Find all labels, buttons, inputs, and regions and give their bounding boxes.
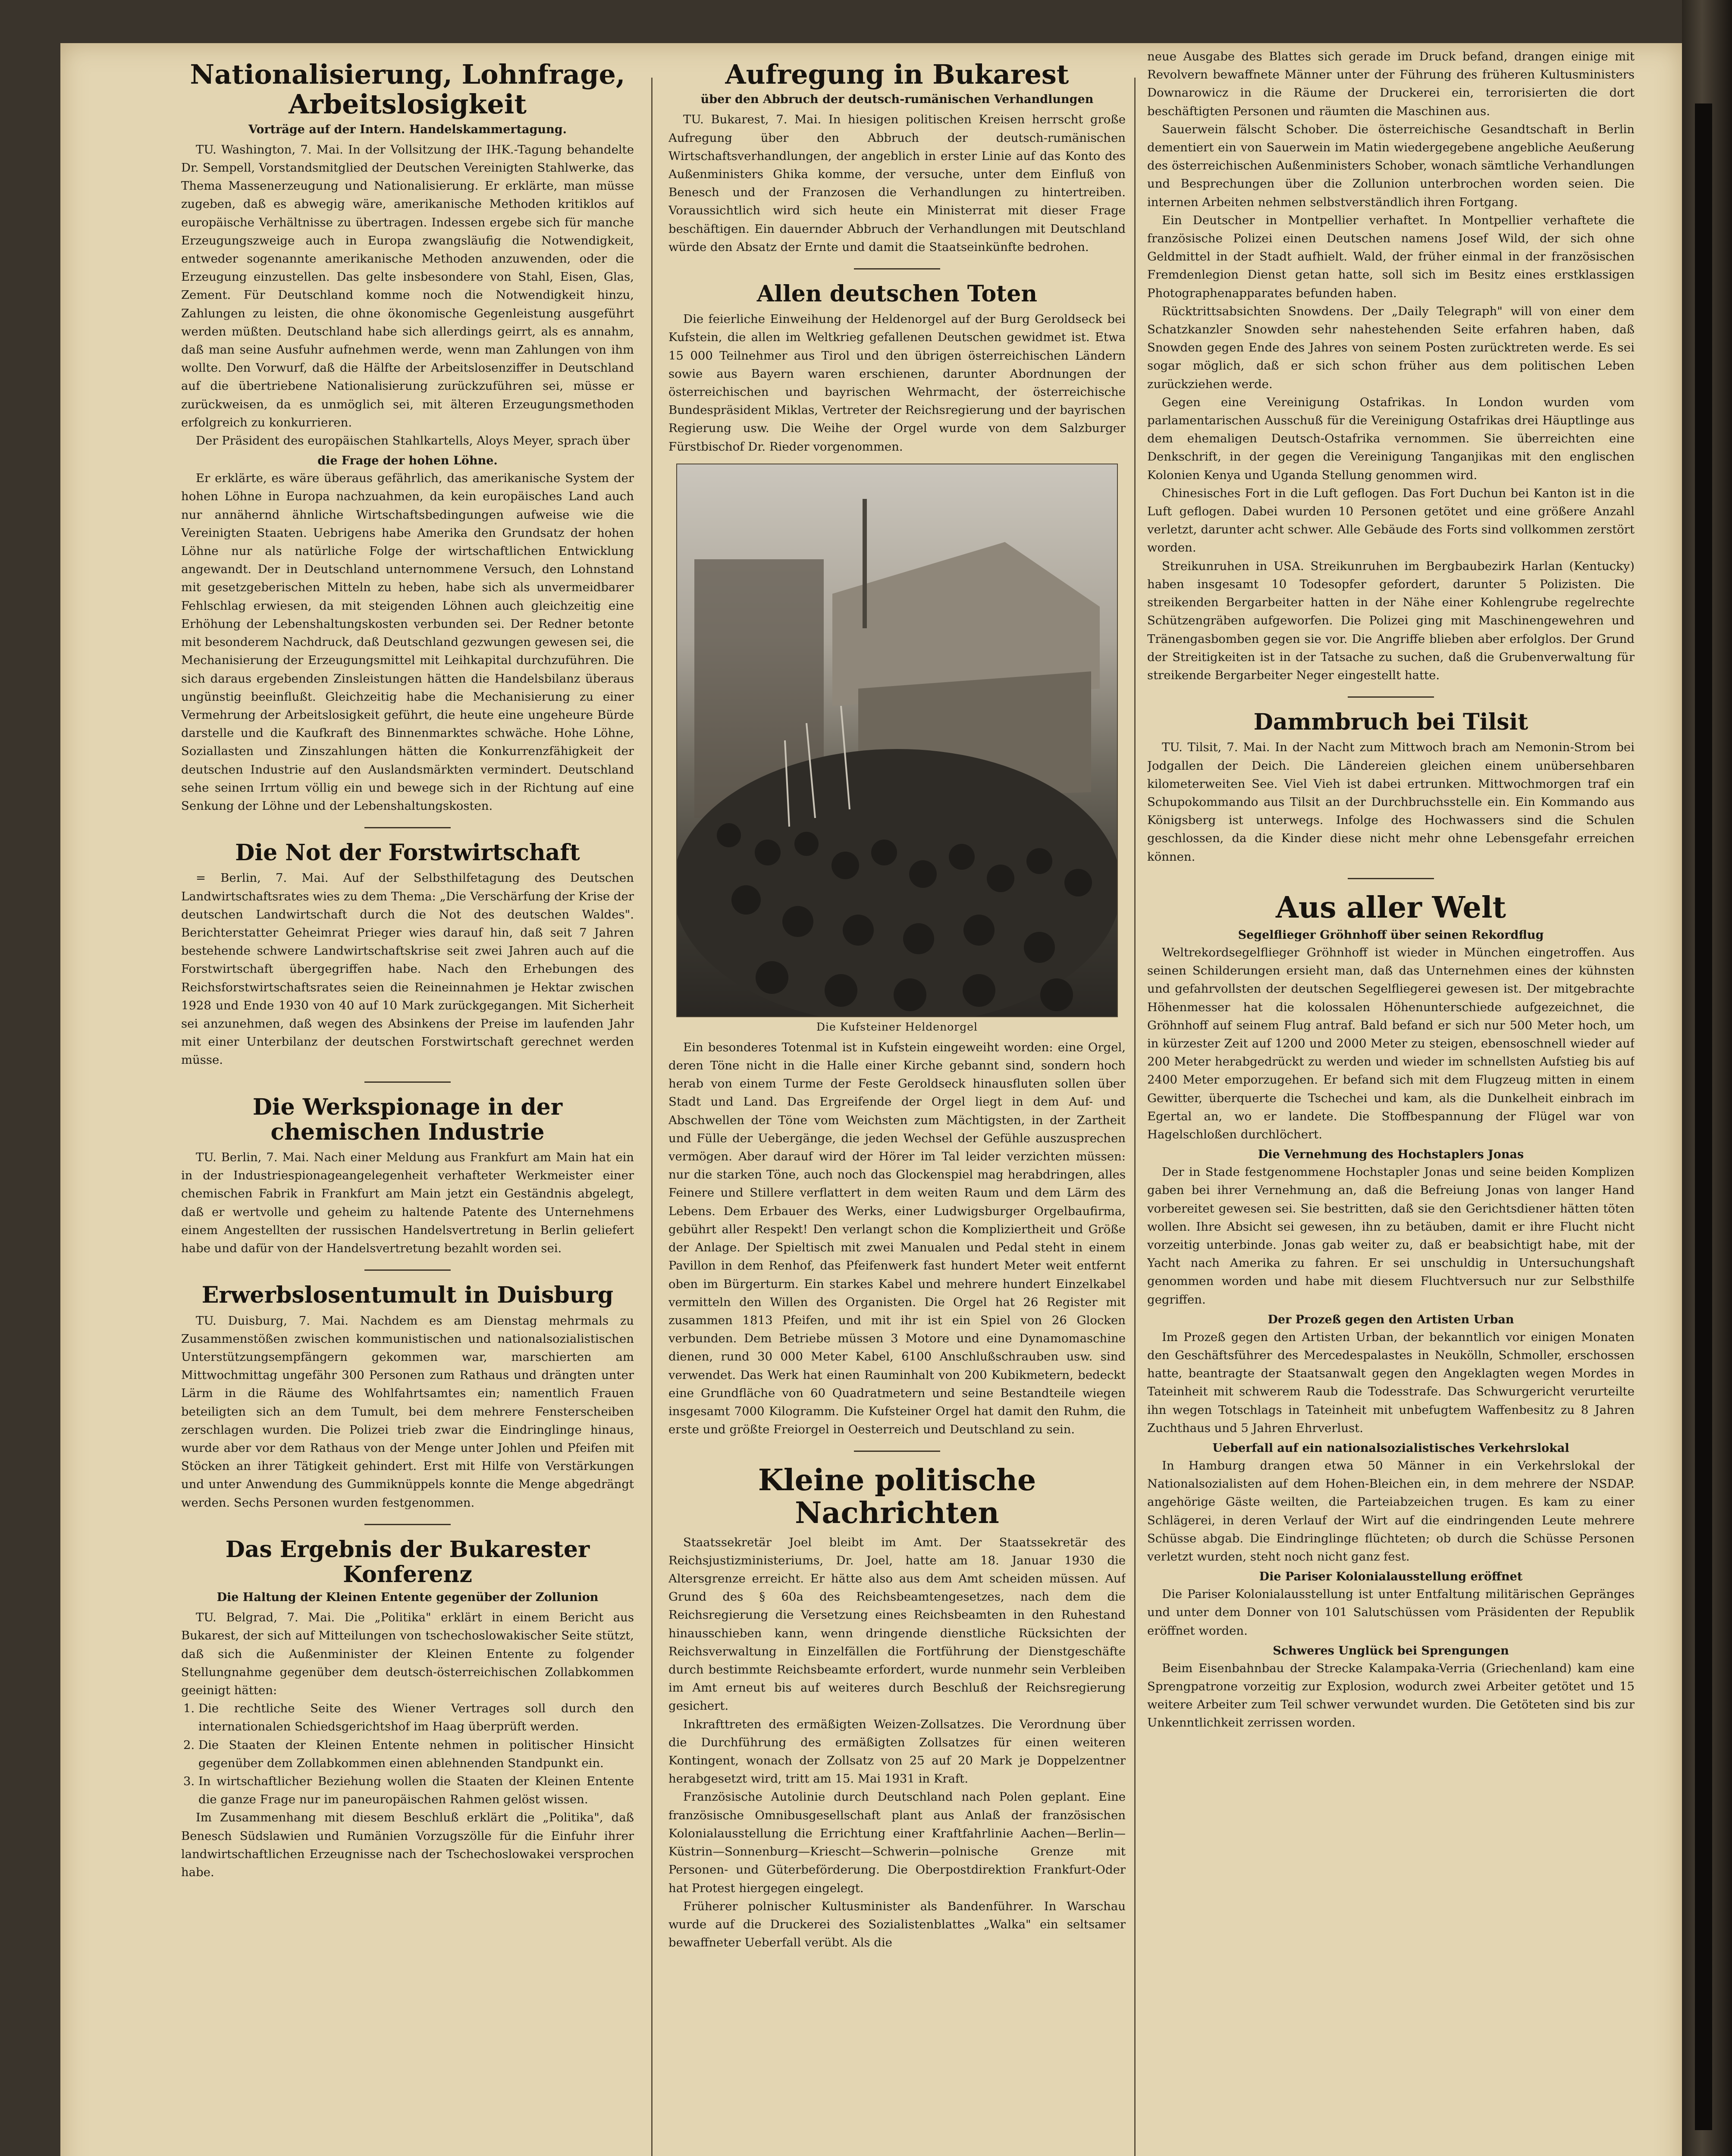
paragraph: Streikunruhen in USA. Streikunruhen im Bergbaubezirk Harlan (Kentucky) haben insgesamt 10 Todesopfer gefordert, darunter 5 Polizisten. Die streikenden Bergarbeiter hatten in der Nähe einer Kohlengrube regelrechte Schützengräben aufgeworfen. Die Polizei ging mit Maschinengewehren und Tränengasbomben gegen sie vor. Die Angriffe blieben aber erfolglos. Der Grund der Streitigkeiten ist in der Tatsache zu suchen, daß die Grubenverwaltung für streikende Bergarbeiter Neger eingestellt hatte.: [1147, 559, 1635, 682]
paragraph: Die Pariser Kolonialausstellung ist unter Entfaltung militärischen Gepränges und unter dem Donner von 101 Salutschüssen vom Präsidenten der Republik eröffnet worden.: [1147, 1587, 1635, 1638]
headline-werkspionage: Die Werkspionage in der chemischen Industrie: [252, 1094, 563, 1145]
subtitle-kleine-entente: Die Haltung der Kleinen Entente gegenüber der Zollunion: [216, 1591, 599, 1604]
list-item: 1. Die rechtliche Seite des Wiener Vertrages soll durch den internationalen Schiedsgerichtshof im Haag überprüft werden.: [198, 1699, 634, 1736]
headline-duisburg: Erwerbslosentumult in Duisburg: [201, 1282, 614, 1309]
paragraph: TU. Washington, 7. Mai. In der Vollsitzung der IHK.-Tagung behandelte Dr. Sempell, Vorstandsmitglied der Deutschen Vereinigten Stahlwerke, das Thema Massenerzeugung und Nationalisierung. Er erklärte, man müsse zugeben, daß es abwegig wäre, amerikanische Methoden kritiklos auf europäische Verhältnisse zu übertragen. Indessen ergebe sich für manche Erzeugungszweige auch in Europa zwangsläufig die Notwendigkeit, entweder sogenannte amerikanische Methoden anzuwenden, oder die Erzeugung einzustellen. Das gelte insbesondere von Stahl, Eisen, Glas, Zement. Für Deutschland komme noch die Notwendigkeit hinzu, Zahlungen zu leisten, die ohne ökonomische Gegenleistung ausgeführt werden müßten. Deutschland habe sich allerdings geirrt, als es annahm, daß man seine Ausfuhr aufnehmen werde, wenn man Zahlungen von ihm wollte. Den Vorwurf, daß die Hälfte der Arbeitslosenziffer in Deutschland auf die übertriebene Nationalisierung zurückzuführen sei, müsse er zurückweisen, da es unmöglich sei, mit älteren Erzeugungsmethoden erfolgreich zu konkurrieren.: [181, 142, 634, 429]
paragraph: Früherer polnischer Kultusminister als Bandenführer. In Warschau wurde auf die Druckerei des Sozialistenblattes „Walka" ein seltsamer bewaffneter Ueberfall verübt. Als die: [668, 1899, 1126, 1950]
subtitle-vortraege: Vorträge auf der Intern. Handelskammertagung.: [248, 122, 567, 136]
paragraph: TU. Bukarest, 7. Mai. In hiesigen politischen Kreisen herrscht große Aufregung über den Abbruch der deutsch-rumänischen Wirtschaftsverhandlungen, der angeblich in erster Linie auf das Konto des Außenministers Ghika komme, der versuche, unter dem Einfluß von Benesch und der Franzosen die Verhandlungen zu hintertreiben. Voraussichtlich wird sich heute ein Ministerrat mit dieser Frage beschäftigen. Ein dauernder Abbruch der Verhandlungen mit Deutschland würde den Absatz der Ernte und damit die Staatseinkünfte bedrohen.: [668, 113, 1126, 254]
divider: [364, 827, 451, 828]
paragraph: = Berlin, 7. Mai. Auf der Selbsthilfetagung des Deutschen Landwirtschaftsrates wies zu dem Thema: „Die Verschärfung der Krise der deutschen Landwirtschaft durch die Not des deutschen Waldes". Berichterstatter Geheimrat Prieger wies darauf hin, daß seit 7 Jahren bestehende schwere Landwirtschaftskrise seit zwei Jahren auch auf die Forstwirtschaft übergegriffen habe. Nach den Erhebungen des Reichsforstwirtschaftsrates seien die Reineinnahmen je Hektar zwischen 1928 und Ende 1930 von 40 auf 10 Mark zurückgegangen. Mit Sicherheit sei anzunehmen, daß wegen des Absinkens der Preise im laufenden Jahr mit einer Unterbilanz der deutschen Forstwirtschaft gerechnet werden müsse.: [181, 871, 634, 1067]
list-item: 2. Die Staaten der Kleinen Entente nehmen in politischer Hinsicht gegenüber dem Zollabkommen einen ablehnenden Standpunkt ein.: [198, 1736, 634, 1772]
paragraph: Französische Autolinie durch Deutschland nach Polen geplant. Eine französische Omnibusgesellschaft plant aus Anlaß der französischen Kolonialausstellung die Errichtung einer Kraftfahrlinie Aachen—Berlin—Küstrin—Sonnenburg—Kriescht—Schwerin—polnische Grenze mit Personen- und Güterbeförderung. Die Oberpostdirektion Frankfurt-Oder hat Protest hiergegen eingelegt.: [668, 1790, 1126, 1895]
crowd: [677, 749, 1117, 1016]
paragraph: Staatssekretär Joel bleibt im Amt. Der Staatssekretär des Reichsjustizministeriums, Dr. Joel, hatte am 18. Januar 1930 die Altersgrenze erreicht. Er hätte also aus dem Amt scheiden müssen. Auf Grund des § 60a des Reichsbeamtengesetzes, nach dem die Reichsregierung die Versetzung eines Reichsbeamten in den Ruhestand hinausschieben kann, wenn dringende dienstliche Rücksichten der Reichsverwaltung in Einzelfällen die Fortführung der Dienstgeschäfte durch bestimmte Reichsbeamte erfordert, wurde nunmehr sein Verbleiben im Amt erneut bis auf weiteres durch Beschluß der Reichsregierung gesichert.: [668, 1535, 1126, 1713]
paragraph: Die feierliche Einweihung der Heldenorgel auf der Burg Geroldseck bei Kufstein, die allen im Weltkrieg gefallenen Deutschen gewidmet ist. Etwa 15 000 Teilnehmer aus Tirol und den übrigen österreichischen Ländern sowie aus Bayern waren erschienen, darunter Abordnungen der österreichischen und bayrischen Wehrmacht, der österreichische Bundespräsident Miklas, Vertreter der Reichsregierung und der bayrischen Regierung usw. Die Weihe der Orgel wurde von dem Salzburger Fürstbischof Dr. Rieder vorgenommen.: [668, 312, 1126, 454]
paragraph: TU. Tilsit, 7. Mai. In der Nacht zum Mittwoch brach am Nemonin-Strom bei Jodgallen der Deich. Die Ländereien gleichen einem unübersehbaren kilometerweiten See. Viel Vieh ist dabei ertrunken. Mittwochmorgen traf ein Schupokommando aus Tilsit an der Durchbruchsstelle ein. Ein Kommando aus Königsberg ist unterwegs. Infolge des Hochwassers sind die Schulen geschlossen, da die Kinder diese nicht mehr ohne Lebensgefahr erreichen können.: [1147, 740, 1635, 864]
paragraph: Chinesisches Fort in die Luft geflogen. Das Fort Duchun bei Kanton ist in die Luft geflogen. Dabei wurden 10 Personen getötet und eine größere Anzahl verletzt, darunter acht schwer. Alle Gebäude des Forts sind vollkommen zerstört worden.: [1147, 486, 1635, 555]
paragraph: Der Präsident des europäischen Stahlkartells, Aloys Meyer, sprach über: [196, 434, 630, 448]
photo-illustration: [677, 464, 1117, 1016]
subhead-sprengungen: Schweres Unglück bei Sprengungen: [1273, 1644, 1509, 1658]
paragraph: Ein besonderes Totenmal ist in Kufstein eingeweiht worden: eine Orgel, deren Töne nicht in die Halle einer Kirche gebannt sind, sondern hoch herab von einem Turme der Feste Geroldseck hinausfluten sollen über Stadt und Land. Das Ergreifende der Orgel liegt in dem Auf- und Abschwellen der Töne vom Weichsten zum Mächtigsten, in der Zartheit und Fülle der Uebergänge, die jeden Wechsel der Gefühle auszusprechen vermögen. Aber darauf wird der Hörer im Tal leider verzichten müssen: nur die starken Töne, auch noch das Glockenspiel mag herabdringen, alles Feinere und Stillere verflattert in dem weiten Raum und dem Lärm des Lebens. Dem Erbauer des Werks, einer Ludwigsburger Orgelbaufirma, gebührt aller Respekt! Den verlangt schon die Kompliziertheit und Größe der Anlage. Der Spieltisch mit zwei Manualen und Pedal steht in einem Pavillon in dem Renhof, das Pfeifenwerk fast hundert Meter weit entfernt oben im Bürgerturm. Ein starkes Kabel und mehrere hundert Einzelkabel vermitteln den Willen des Organisten. Die Orgel hat 26 Register mit zusammen 1813 Pfeifen, und mit ihr ist ein Spiel von 26 Glocken verbunden. Dem Betriebe müssen 3 Motore und eine Dynamomaschine dienen, rund 30 000 Meter Kabel, 6100 Anschlußschrauben usw. sind verwendet. Das Werk hat einen Rauminhalt von 200 Kubikmetern, bedeckt eine Grundfläche von 60 Quadratmetern und seine Bestandteile wiegen insgesamt 7000 Kilogramm. Die Kufsteiner Orgel hat damit den Ruhm, die erste und größte Freiorgel in Oesterreich und Deutschland zu sein.: [668, 1040, 1126, 1437]
headline-bukarester-konferenz: Das Ergebnis der Bukarester Konferenz: [225, 1536, 590, 1588]
numbered-list: [181, 1699, 634, 1808]
divider: [854, 268, 940, 270]
paragraph: Gegen eine Vereinigung Ostafrikas. In London wurden vom parlamentarischen Ausschuß für die Vereinigung Ostafrikas drei Häuptlinge aus dem ehemaligen Deutsch-Ostafrika vernommen. Sie überreichten eine Denkschrift, in der gegen die Vereinigung Tanganjikas mit den englischen Kolonien Kenya und Uganda Stellung genommen wird.: [1147, 395, 1635, 482]
column-2: [668, 47, 1126, 2156]
paragraph: Sauerwein fälscht Schober. Die österreichische Gesandtschaft in Berlin dementiert ein von Sauerwein im Matin wiedergegebene angebliche Aeußerung des österreichischen Außenministers Schober, wonach sämtliche Verhandlungen und Besprechungen über die Zollunion unterbrochen worden seien. Die internen Arbeiten nehmen selbstverständlich ihren Fortgang.: [1147, 122, 1635, 209]
paragraph: TU. Berlin, 7. Mai. Nach einer Meldung aus Frankfurt am Main hat ein in der Industriespionageangelegenheit verhafteter Werkmeister einer chemischen Fabrik in Frankfurt am Main jetzt ein Geständnis abgelegt, daß er wertvolle und geheim zu haltende Patente des Unternehmens einem Angestellten der russischen Handelsvertretung in Berlin geliefert habe und dafür von der Handelsvertretung bezahlt worden sei.: [181, 1150, 634, 1256]
headline-forstwirtschaft: Die Not der Forstwirtschaft: [235, 840, 580, 866]
divider: [364, 1269, 451, 1271]
column-3: [1147, 47, 1635, 2156]
column-rule-1: [651, 78, 653, 2156]
headline-allen-deutschen-toten: Allen deutschen Toten: [756, 281, 1038, 307]
subhead-prozess-urban: Der Prozeß gegen den Artisten Urban: [1268, 1313, 1514, 1326]
photo-caption: Die Kufsteiner Heldenorgel: [816, 1020, 978, 1033]
paragraph: Im Prozeß gegen den Artisten Urban, der bekanntlich vor einigen Monaten den Geschäftsführer des Mercedespalastes in Neukölln, Schmoller, erschossen hatte, beantragte der Staatsanwalt gegen den Angeklagten wegen Mordes in Tateinheit mit schwerem Raub die Todesstrafe. Das Schwurgericht verurteilte ihn wegen Totschlags in Tateinheit mit unbefugtem Waffenbesitz zu 8 Jahren Zuchthaus und 5 Jahren Ehrverlust.: [1147, 1330, 1635, 1435]
paragraph: Er erklärte, es wäre überaus gefährlich, das amerikanische System der hohen Löhne in Europa nachzuahmen, da kein europäisches Land auch nur annähernd ähnliche Wirtschaftsbedingungen aufweise wie die Vereinigten Staaten. Uebrigens habe Amerika den Grundsatz der hohen Löhne nur als natürliche Folge der wirtschaftlichen Entwicklung angewandt. Der in Deutschland unternommene Versuch, den Lohnstand mit gesetzgeberischen Mitteln zu heben, habe sich als unvermeidbarer Fehlschlag erwiesen, da mit steigenden Löhnen auch gleichzeitig eine Erhöhung der Lebenshaltungskosten verbunden sei. Der Redner betonte mit besonderem Nachdruck, daß Deutschland gezwungen gewesen sei, die Mechanisierung der Erzeugungsmittel mit Leihkapital durchzuführen. Die sich daraus ergebenden Zinsleistungen hätten die Handelsbilanz überaus ungünstig beeinflußt. Gleichzeitig habe die Mechanisierung zu einer Vermehrung der Arbeitslosigkeit geführt, die heute eine ungeheure Bürde darstelle und die Kaufkraft des Binnenmarktes schwäche. Hohe Löhne, Soziallasten und Zinszahlungen hätten die Konkurrenzfähigkeit der deutschen Industrie auf den Auslandsmärkten vermindert. Deutschland sehe seinen Irrtum völlig ein und bewege sich in der Richtung auf eine Senkung der Löhne und der Lebenshaltungskosten.: [181, 471, 634, 813]
paragraph: Inkrafttreten des ermäßigten Weizen-Zollsatzes. Die Verordnung über die Durchführung des ermäßigten Zollsatzes für einen weiteren Kontingent, wonach der Zollsatz von 25 auf 20 Mark je Doppelzentner herabgesetzt wird, tritt am 15. Mai 1931 in Kraft.: [668, 1717, 1126, 1786]
subhead-segelflieger: Segelflieger Gröhnhoff über seinen Rekordflug: [1238, 928, 1544, 942]
headline-kleine-nachrichten: Kleine politische Nachrichten: [758, 1463, 1036, 1531]
subtitle-abbruch: über den Abbruch der deutsch-rumänischen Verhandlungen: [700, 93, 1094, 107]
paragraph: Ein Deutscher in Montpellier verhaftet. In Montpellier verhaftete die französische Polizei einen Deutschen namens Josef Wild, der sich ohne Geldmittel in der Stadt aufhielt. Wald, der früher einmal in der französischen Fremdenlegion Dienst getan hatte, soll sich im Besitz eines erstklassigen Photographenapparates befunden haben.: [1147, 213, 1635, 300]
paragraph: neue Ausgabe des Blattes sich gerade im Druck befand, drangen einige mit Revolvern bewaffnete Männer unter der Führung des früheren Kultusministers Downarowicz in die Räume der Druckerei ein, terrorisierten die dort beschäftigten Personen und räumten die Maschinen aus.: [1147, 50, 1635, 118]
adjacent-page-edge: [1682, 0, 1732, 2156]
binding-shadow: [1695, 103, 1712, 2130]
headline-dammbruch-tilsit: Dammbruch bei Tilsit: [1253, 709, 1528, 736]
divider: [364, 1524, 451, 1525]
column-rule-2: [1134, 78, 1136, 2156]
headline-nationalisierung: Nationalisierung, Lohnfrage, Arbeitslosigkeit: [190, 59, 625, 120]
paragraph: Rücktrittsabsichten Snowdens. Der „Daily Telegraph" will von einer dem Schatzkanzler Snowden sehr nahestehenden Seite erfahren haben, daß Snowden gegen Ende des Jahres von seinem Posten zurücktreten werde. Es sei sogar möglich, daß er sich schon früher aus dem politischen Leben zurückziehen werde.: [1147, 304, 1635, 391]
subhead-hohe-loehne: die Frage der hohen Löhne.: [317, 454, 498, 468]
divider: [1348, 878, 1434, 879]
headline-aus-aller-welt: Aus aller Welt: [1276, 890, 1506, 925]
paragraph: TU. Belgrad, 7. Mai. Die „Politika" erklärt in einem Bericht aus Bukarest, der sich auf Mitteilungen von tschechoslowakischer Seite stützt, daß sich die Außenminister der Kleinen Entente zu folgender Stellungnahme gegenüber dem deutsch-österreichischen Zollabkommen geeinigt hätten:: [181, 1611, 634, 1697]
column-1: [181, 47, 634, 2156]
subhead-hochstapler: Die Vernehmung des Hochstaplers Jonas: [1258, 1148, 1524, 1162]
paragraph: In Hamburg drangen etwa 50 Männer in ein Verkehrslokal der Nationalsozialisten auf dem Hohen-Bleichen ein, in dem mehrere der NSDAP. angehörige Gäste weilten, die Parteiabzeichen trugen. Es kam zu einer Schlägerei, in deren Verlauf der Wirt auf die eindringenden Leute mehrere Schüsse abgab. Die Eindringlinge flüchteten; ob durch die Schüsse Personen verletzt wurden, steht noch nicht ganz fest.: [1147, 1459, 1635, 1564]
paragraph: TU. Duisburg, 7. Mai. Nachdem es am Dienstag mehrmals zu Zusammenstößen zwischen kommunistischen und nationalsozialistischen Unterstützungsempfängern gekommen war, marschierten am Mittwochmittag ungefähr 300 Personen zum Rathaus und drängten unter Lärm in die Räume des Wohlfahrtsamtes ein; namentlich Frauen beteiligten sich an dem Tumult, bei dem mehrere Fensterscheiben zerschlagen wurden. Die Polizei trieb zwar die Eindringlinge hinaus, wurde aber vor dem Rathaus von der Menge unter Johlen und Pfeifen mit Stöcken an ihrer Tätigkeit gehindert. Erst mit Hilfe von Verstärkungen und unter Anwendung des Gummiknüppels konnte die Menge abgedrängt werden. Sechs Personen wurden festgenommen.: [181, 1313, 634, 1510]
paragraph: Der in Stade festgenommene Hochstapler Jonas und seine beiden Komplizen gaben bei ihrer Vernehmung an, daß die Befreiung Jonas von langer Hand vorbereitet gewesen sei. Sie bestritten, daß sie den Gerichtsdiener hätten töten wollen. Ihre Absicht sei gewesen, ihn zu betäuben, damit er ihre Flucht nicht vorzeitig unterbinde. Jonas gab weiter zu, daß er beabsichtigt habe, mit der Yacht nach Amerika zu fahren. Er sei unschuldig in Untersuchungshaft genommen worden und habe mit diesem Fluchtversuch nur zur Selbsthilfe gegriffen.: [1147, 1165, 1635, 1307]
subhead-ueberfall: Ueberfall auf ein nationalsozialistisches Verkehrslokal: [1212, 1442, 1569, 1455]
headline-aufregung-bukarest: Aufregung in Bukarest: [725, 59, 1069, 90]
divider: [854, 1451, 940, 1452]
paragraph: Im Zusammenhang mit diesem Beschluß erklärt die „Politika", daß Benesch Südslawien und Rumänien Vorzugszölle für die Einfuhr ihrer landwirtschaftlichen Erzeugnisse nach der Tschechoslowakei versprochen habe.: [181, 1811, 634, 1879]
paragraph: Weltrekordsegelflieger Gröhnhoff ist wieder in München eingetroffen. Aus seinen Schilderungen ersieht man, daß das Unternehmen eines der kühnsten und gefahrvollsten der deutschen Segelfliegerei gewesen ist. Der mitgebrachte Höhenmesser hat die kolossalen Höhenunterschiede aufgezeichnet, die Gröhnhoff auf seinem Flug antraf. Bald befand er sich nur 500 Meter hoch, um in kürzester Zeit auf 1200 und 2000 Meter zu steigen, ebensoschnell wieder auf 200 Meter herabgedrückt zu werden und wieder im schnellsten Aufstieg bis auf 2400 Meter emporzugehen. Er befand sich mit dem Flugzeug mitten in einem Gewitter, überquerte die Tschechei und kam, als die Dunkelheit einbrach im Egertal an, wo er landete. Die Stoffbespannung der Flügel war von Hagelschloßen durchlöchert.: [1147, 945, 1635, 1141]
divider: [364, 1081, 451, 1083]
paragraph: Beim Eisenbahnbau der Strecke Kalampaka-Verria (Griechenland) kam eine Sprengpatrone vorzeitig zur Explosion, wodurch zwei Arbeiter getötet und 15 weitere Arbeiter zum Teil schwer verwundet wurden. Die Getöteten sind bis zur Unkenntlichkeit zerrissen worden.: [1147, 1661, 1635, 1730]
photo-heldenorgel: [676, 464, 1118, 1017]
divider: [1348, 696, 1434, 698]
subhead-kolonialausstellung: Die Pariser Kolonialausstellung eröffnet: [1259, 1570, 1523, 1584]
flagpole: [863, 499, 867, 628]
list-item: 3. In wirtschaftlicher Beziehung wollen die Staaten der Kleinen Entente die ganze Frage nur im paneuropäischen Rahmen gelöst wissen.: [198, 1772, 634, 1808]
